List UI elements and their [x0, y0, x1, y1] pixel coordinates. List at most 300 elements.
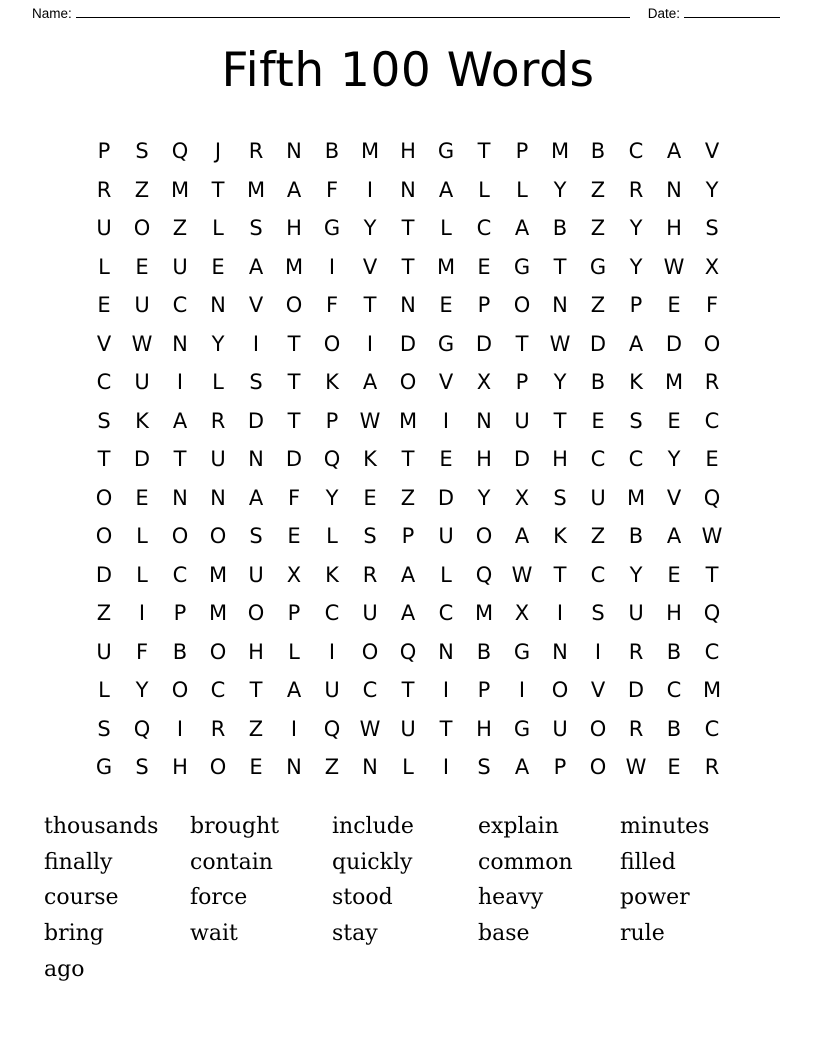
grid-cell[interactable]: D	[95, 562, 113, 587]
grid-cell[interactable]: Q	[475, 562, 493, 587]
grid-cell[interactable]: S	[249, 370, 263, 395]
grid-cell[interactable]: A	[248, 254, 264, 279]
grid-cell[interactable]: F	[135, 639, 149, 664]
grid-cell[interactable]: Z	[400, 485, 416, 510]
grid-cell[interactable]: V	[96, 331, 112, 356]
grid-cell[interactable]: C	[476, 216, 492, 241]
grid-cell[interactable]: K	[135, 408, 149, 433]
grid-cell[interactable]: I	[442, 755, 450, 780]
grid-cell[interactable]: P	[515, 139, 529, 164]
grid-cell[interactable]: C	[96, 370, 112, 395]
grid-cell[interactable]: P	[97, 139, 111, 164]
grid-cell[interactable]: S	[97, 716, 111, 741]
grid-cell[interactable]: T	[287, 408, 301, 433]
grid-cell[interactable]: N	[210, 293, 226, 318]
grid-cell[interactable]: A	[362, 370, 378, 395]
grid-cell[interactable]: U	[96, 216, 112, 241]
word-list-item[interactable]: course	[44, 885, 119, 911]
grid-cell[interactable]: P	[173, 601, 187, 626]
grid-cell[interactable]: T	[173, 447, 187, 472]
grid-cell[interactable]: D	[133, 447, 151, 472]
grid-cell[interactable]: B	[476, 639, 492, 664]
grid-cell[interactable]: H	[400, 139, 416, 164]
grid-cell[interactable]: M	[208, 601, 228, 626]
grid-cell[interactable]: I	[518, 678, 526, 703]
grid-cell[interactable]: D	[513, 447, 531, 472]
grid-cell[interactable]: K	[363, 447, 377, 472]
letter-grid[interactable]	[85, 133, 731, 788]
grid-cell[interactable]: W	[625, 755, 647, 780]
grid-cell[interactable]: F	[287, 485, 301, 510]
grid-cell[interactable]: B	[324, 139, 340, 164]
grid-cell[interactable]: B	[628, 524, 644, 549]
grid-cell[interactable]: G	[437, 139, 455, 164]
grid-cell[interactable]: W	[359, 408, 381, 433]
grid-cell[interactable]: B	[666, 716, 682, 741]
grid-cell[interactable]: N	[552, 639, 568, 664]
grid-cell[interactable]: P	[325, 408, 339, 433]
grid-cell[interactable]: I	[176, 716, 184, 741]
grid-cell[interactable]: G	[513, 639, 531, 664]
grid-cell[interactable]: U	[362, 601, 378, 626]
grid-cell[interactable]: O	[551, 678, 569, 703]
grid-cell[interactable]: G	[589, 254, 607, 279]
word-list-item[interactable]: filled	[620, 849, 676, 875]
grid-cell[interactable]: Z	[96, 601, 112, 626]
grid-cell[interactable]: P	[515, 370, 529, 395]
grid-cell[interactable]: P	[401, 524, 415, 549]
grid-cell[interactable]: A	[514, 755, 530, 780]
grid-cell[interactable]: N	[172, 485, 188, 510]
grid-cell[interactable]: X	[286, 562, 302, 587]
grid-cell[interactable]: T	[401, 678, 415, 703]
grid-cell[interactable]: U	[248, 562, 264, 587]
grid-cell[interactable]: O	[209, 524, 227, 549]
grid-cell[interactable]: E	[667, 755, 681, 780]
grid-cell[interactable]: A	[514, 524, 530, 549]
grid-cell[interactable]: Z	[590, 524, 606, 549]
grid-cell[interactable]: F	[325, 177, 339, 202]
grid-cell[interactable]: C	[172, 293, 188, 318]
word-list-item[interactable]: explain	[478, 814, 559, 840]
grid-cell[interactable]: G	[323, 216, 341, 241]
grid-cell[interactable]: N	[552, 293, 568, 318]
word-list-item[interactable]: power	[620, 885, 690, 911]
grid-cell[interactable]: L	[478, 177, 490, 202]
grid-cell[interactable]: O	[703, 331, 721, 356]
grid-cell[interactable]: D	[627, 678, 645, 703]
grid-cell[interactable]: A	[666, 139, 682, 164]
grid-cell[interactable]: P	[553, 755, 567, 780]
grid-cell[interactable]: B	[666, 639, 682, 664]
grid-cell[interactable]: C	[704, 716, 720, 741]
grid-cell[interactable]: U	[552, 716, 568, 741]
grid-cell[interactable]: H	[172, 755, 188, 780]
grid-cell[interactable]: M	[360, 139, 380, 164]
grid-cell[interactable]: M	[284, 254, 304, 279]
grid-cell[interactable]: V	[666, 485, 682, 510]
grid-cell[interactable]: K	[629, 370, 643, 395]
grid-cell[interactable]: L	[440, 562, 452, 587]
grid-cell[interactable]: A	[286, 678, 302, 703]
grid-cell[interactable]: I	[366, 177, 374, 202]
grid-cell[interactable]: T	[553, 562, 567, 587]
grid-cell[interactable]: E	[439, 447, 453, 472]
grid-cell[interactable]: C	[324, 601, 340, 626]
grid-cell[interactable]: O	[589, 755, 607, 780]
grid-cell[interactable]: Y	[629, 216, 643, 241]
grid-cell[interactable]: L	[402, 755, 414, 780]
grid-cell[interactable]: C	[628, 139, 644, 164]
grid-cell[interactable]: O	[361, 639, 379, 664]
grid-cell[interactable]: N	[172, 331, 188, 356]
grid-cell[interactable]: A	[286, 177, 302, 202]
grid-cell[interactable]: T	[515, 331, 529, 356]
grid-cell[interactable]: W	[549, 331, 571, 356]
grid-cell[interactable]: K	[325, 562, 339, 587]
grid-cell[interactable]: O	[171, 678, 189, 703]
grid-cell[interactable]: Y	[135, 678, 149, 703]
grid-cell[interactable]: H	[248, 639, 264, 664]
grid-cell[interactable]: L	[212, 216, 224, 241]
grid-cell[interactable]: I	[442, 678, 450, 703]
grid-cell[interactable]: M	[474, 601, 494, 626]
grid-cell[interactable]: Z	[590, 293, 606, 318]
grid-cell[interactable]: V	[362, 254, 378, 279]
grid-cell[interactable]: H	[666, 216, 682, 241]
grid-cell[interactable]: Y	[363, 216, 377, 241]
grid-cell[interactable]: D	[285, 447, 303, 472]
grid-cell[interactable]: N	[210, 485, 226, 510]
word-list-item[interactable]: wait	[190, 921, 238, 947]
grid-cell[interactable]: N	[248, 447, 264, 472]
grid-cell[interactable]: T	[401, 254, 415, 279]
grid-cell[interactable]: X	[476, 370, 492, 395]
grid-cell[interactable]: A	[514, 216, 530, 241]
word-list-item[interactable]: rule	[620, 921, 665, 947]
grid-cell[interactable]: Z	[248, 716, 264, 741]
grid-cell[interactable]: T	[439, 716, 453, 741]
grid-cell[interactable]: C	[362, 678, 378, 703]
grid-cell[interactable]: H	[666, 601, 682, 626]
grid-cell[interactable]: I	[328, 639, 336, 664]
grid-cell[interactable]: A	[400, 562, 416, 587]
grid-cell[interactable]: D	[589, 331, 607, 356]
word-list-item[interactable]: base	[478, 921, 530, 947]
grid-cell[interactable]: T	[477, 139, 491, 164]
grid-cell[interactable]: W	[131, 331, 153, 356]
grid-cell[interactable]: Q	[133, 716, 151, 741]
grid-cell[interactable]: E	[705, 447, 719, 472]
grid-cell[interactable]: J	[214, 139, 222, 164]
grid-cell[interactable]: I	[556, 601, 564, 626]
grid-cell[interactable]: M	[702, 678, 722, 703]
grid-cell[interactable]: A	[400, 601, 416, 626]
grid-cell[interactable]: C	[590, 562, 606, 587]
grid-cell[interactable]: Y	[325, 485, 339, 510]
grid-cell[interactable]: I	[328, 254, 336, 279]
grid-cell[interactable]: U	[172, 254, 188, 279]
word-list-item[interactable]: include	[332, 814, 414, 840]
grid-cell[interactable]: Y	[629, 562, 643, 587]
grid-cell[interactable]: R	[704, 755, 720, 780]
grid-cell[interactable]: L	[212, 370, 224, 395]
grid-cell[interactable]: M	[626, 485, 646, 510]
grid-cell[interactable]: O	[171, 524, 189, 549]
grid-cell[interactable]: O	[209, 639, 227, 664]
grid-cell[interactable]: I	[442, 408, 450, 433]
grid-cell[interactable]: E	[211, 254, 225, 279]
grid-cell[interactable]: C	[704, 408, 720, 433]
grid-cell[interactable]: Z	[172, 216, 188, 241]
date-write-line[interactable]	[684, 17, 780, 18]
grid-cell[interactable]: Y	[705, 177, 719, 202]
grid-cell[interactable]: A	[438, 177, 454, 202]
grid-cell[interactable]: G	[513, 716, 531, 741]
grid-cell[interactable]: B	[590, 139, 606, 164]
grid-cell[interactable]: K	[325, 370, 339, 395]
grid-cell[interactable]: B	[172, 639, 188, 664]
grid-cell[interactable]: T	[553, 254, 567, 279]
grid-cell[interactable]: N	[666, 177, 682, 202]
word-list-item[interactable]: minutes	[620, 814, 710, 840]
grid-cell[interactable]: R	[628, 716, 644, 741]
grid-cell[interactable]: E	[439, 293, 453, 318]
grid-cell[interactable]: L	[136, 562, 148, 587]
grid-cell[interactable]: R	[248, 139, 264, 164]
grid-cell[interactable]: D	[247, 408, 265, 433]
grid-cell[interactable]: T	[363, 293, 377, 318]
grid-cell[interactable]: M	[436, 254, 456, 279]
grid-cell[interactable]: D	[475, 331, 493, 356]
grid-cell[interactable]: X	[704, 254, 720, 279]
grid-cell[interactable]: I	[366, 331, 374, 356]
grid-cell[interactable]: E	[287, 524, 301, 549]
grid-cell[interactable]: C	[628, 447, 644, 472]
name-write-line[interactable]	[76, 17, 630, 18]
grid-cell[interactable]: C	[704, 639, 720, 664]
grid-cell[interactable]: A	[628, 331, 644, 356]
grid-cell[interactable]: T	[249, 678, 263, 703]
grid-cell[interactable]: I	[594, 639, 602, 664]
word-list-item[interactable]: force	[190, 885, 248, 911]
grid-cell[interactable]: V	[438, 370, 454, 395]
grid-cell[interactable]: L	[516, 177, 528, 202]
grid-cell[interactable]: S	[629, 408, 643, 433]
word-list-item[interactable]: thousands	[44, 814, 159, 840]
grid-cell[interactable]: Q	[703, 601, 721, 626]
grid-cell[interactable]: S	[249, 524, 263, 549]
grid-cell[interactable]: U	[590, 485, 606, 510]
grid-cell[interactable]: O	[209, 755, 227, 780]
grid-cell[interactable]: Q	[323, 716, 341, 741]
grid-cell[interactable]: C	[590, 447, 606, 472]
grid-cell[interactable]: L	[136, 524, 148, 549]
grid-cell[interactable]: T	[97, 447, 111, 472]
grid-cell[interactable]: F	[705, 293, 719, 318]
grid-cell[interactable]: E	[591, 408, 605, 433]
grid-cell[interactable]: H	[286, 216, 302, 241]
grid-cell[interactable]: V	[590, 678, 606, 703]
grid-cell[interactable]: R	[628, 639, 644, 664]
grid-cell[interactable]: N	[286, 139, 302, 164]
grid-cell[interactable]: E	[477, 254, 491, 279]
grid-cell[interactable]: B	[552, 216, 568, 241]
grid-cell[interactable]: U	[96, 639, 112, 664]
grid-cell[interactable]: Q	[171, 139, 189, 164]
grid-cell[interactable]: C	[666, 678, 682, 703]
grid-cell[interactable]: M	[550, 139, 570, 164]
grid-cell[interactable]: G	[95, 755, 113, 780]
grid-cell[interactable]: D	[399, 331, 417, 356]
grid-cell[interactable]: U	[210, 447, 226, 472]
grid-cell[interactable]: E	[667, 293, 681, 318]
grid-cell[interactable]: S	[135, 755, 149, 780]
grid-cell[interactable]: P	[629, 293, 643, 318]
grid-cell[interactable]: Z	[324, 755, 340, 780]
grid-cell[interactable]: D	[437, 485, 455, 510]
grid-cell[interactable]: S	[97, 408, 111, 433]
grid-cell[interactable]: E	[249, 755, 263, 780]
grid-cell[interactable]: R	[704, 370, 720, 395]
grid-cell[interactable]: R	[362, 562, 378, 587]
grid-cell[interactable]: C	[172, 562, 188, 587]
grid-cell[interactable]: L	[326, 524, 338, 549]
word-list-item[interactable]: bring	[44, 921, 104, 947]
grid-cell[interactable]: N	[400, 293, 416, 318]
grid-cell[interactable]: I	[290, 716, 298, 741]
grid-cell[interactable]: O	[399, 370, 417, 395]
grid-cell[interactable]: Q	[399, 639, 417, 664]
grid-cell[interactable]: T	[705, 562, 719, 587]
grid-cell[interactable]: R	[96, 177, 112, 202]
grid-cell[interactable]: S	[705, 216, 719, 241]
grid-cell[interactable]: I	[176, 370, 184, 395]
grid-cell[interactable]: S	[363, 524, 377, 549]
grid-cell[interactable]: V	[704, 139, 720, 164]
grid-cell[interactable]: O	[589, 716, 607, 741]
grid-cell[interactable]: E	[667, 562, 681, 587]
grid-cell[interactable]: E	[135, 254, 149, 279]
grid-cell[interactable]: E	[363, 485, 377, 510]
grid-cell[interactable]: I	[138, 601, 146, 626]
grid-cell[interactable]: L	[440, 216, 452, 241]
grid-cell[interactable]: R	[628, 177, 644, 202]
grid-cell[interactable]: W	[359, 716, 381, 741]
grid-cell[interactable]: Y	[629, 254, 643, 279]
grid-cell[interactable]: U	[514, 408, 530, 433]
grid-cell[interactable]: U	[324, 678, 340, 703]
grid-cell[interactable]: A	[172, 408, 188, 433]
grid-cell[interactable]: T	[553, 408, 567, 433]
grid-cell[interactable]: E	[97, 293, 111, 318]
grid-cell[interactable]: M	[664, 370, 684, 395]
grid-cell[interactable]: V	[248, 293, 264, 318]
grid-cell[interactable]: Y	[211, 331, 225, 356]
grid-cell[interactable]: F	[325, 293, 339, 318]
grid-cell[interactable]: U	[438, 524, 454, 549]
grid-cell[interactable]: M	[170, 177, 190, 202]
grid-cell[interactable]: T	[287, 370, 301, 395]
grid-cell[interactable]: M	[398, 408, 418, 433]
word-list-item[interactable]: stood	[332, 885, 393, 911]
grid-cell[interactable]: K	[553, 524, 567, 549]
grid-cell[interactable]: T	[211, 177, 225, 202]
grid-cell[interactable]: A	[248, 485, 264, 510]
word-list-item[interactable]: finally	[44, 849, 113, 875]
grid-cell[interactable]: P	[287, 601, 301, 626]
word-list-item[interactable]: quickly	[332, 849, 413, 875]
grid-cell[interactable]: U	[134, 293, 150, 318]
grid-cell[interactable]: S	[591, 601, 605, 626]
grid-cell[interactable]: P	[477, 678, 491, 703]
grid-cell[interactable]: O	[95, 524, 113, 549]
grid-cell[interactable]: Q	[323, 447, 341, 472]
grid-cell[interactable]: G	[513, 254, 531, 279]
grid-cell[interactable]: Z	[134, 177, 150, 202]
grid-cell[interactable]: N	[476, 408, 492, 433]
grid-cell[interactable]: M	[208, 562, 228, 587]
grid-cell[interactable]: L	[98, 678, 110, 703]
grid-cell[interactable]: C	[210, 678, 226, 703]
grid-cell[interactable]: Z	[590, 216, 606, 241]
grid-cell[interactable]: U	[628, 601, 644, 626]
grid-cell[interactable]: O	[133, 216, 151, 241]
grid-cell[interactable]: W	[663, 254, 685, 279]
grid-cell[interactable]: R	[210, 408, 226, 433]
grid-cell[interactable]: S	[477, 755, 491, 780]
grid-cell[interactable]: O	[513, 293, 531, 318]
word-list-item[interactable]: contain	[190, 849, 273, 875]
grid-cell[interactable]: G	[437, 331, 455, 356]
grid-cell[interactable]: C	[438, 601, 454, 626]
grid-cell[interactable]: M	[246, 177, 266, 202]
grid-cell[interactable]: W	[701, 524, 723, 549]
grid-cell[interactable]: B	[590, 370, 606, 395]
grid-cell[interactable]: N	[400, 177, 416, 202]
grid-cell[interactable]: X	[514, 601, 530, 626]
grid-cell[interactable]: O	[95, 485, 113, 510]
grid-cell[interactable]: W	[511, 562, 533, 587]
grid-cell[interactable]: Y	[553, 177, 567, 202]
grid-cell[interactable]: L	[98, 254, 110, 279]
grid-cell[interactable]: S	[249, 216, 263, 241]
grid-cell[interactable]: T	[401, 447, 415, 472]
grid-cell[interactable]: O	[475, 524, 493, 549]
grid-cell[interactable]: E	[667, 408, 681, 433]
word-list-item[interactable]: brought	[190, 814, 280, 840]
grid-cell[interactable]: O	[247, 601, 265, 626]
grid-cell[interactable]: X	[514, 485, 530, 510]
grid-cell[interactable]: Y	[553, 370, 567, 395]
grid-cell[interactable]: Y	[477, 485, 491, 510]
grid-cell[interactable]: E	[135, 485, 149, 510]
grid-cell[interactable]: D	[665, 331, 683, 356]
word-list-item[interactable]: ago	[44, 956, 85, 982]
grid-cell[interactable]: S	[135, 139, 149, 164]
grid-cell[interactable]: H	[476, 447, 492, 472]
grid-cell[interactable]: N	[362, 755, 378, 780]
grid-cell[interactable]: T	[287, 331, 301, 356]
grid-cell[interactable]: O	[323, 331, 341, 356]
word-list-item[interactable]: stay	[332, 921, 378, 947]
grid-cell[interactable]: T	[401, 216, 415, 241]
grid-cell[interactable]: I	[252, 331, 260, 356]
grid-cell[interactable]: P	[477, 293, 491, 318]
grid-cell[interactable]: R	[210, 716, 226, 741]
word-list-item[interactable]: heavy	[478, 885, 544, 911]
grid-cell[interactable]: O	[285, 293, 303, 318]
